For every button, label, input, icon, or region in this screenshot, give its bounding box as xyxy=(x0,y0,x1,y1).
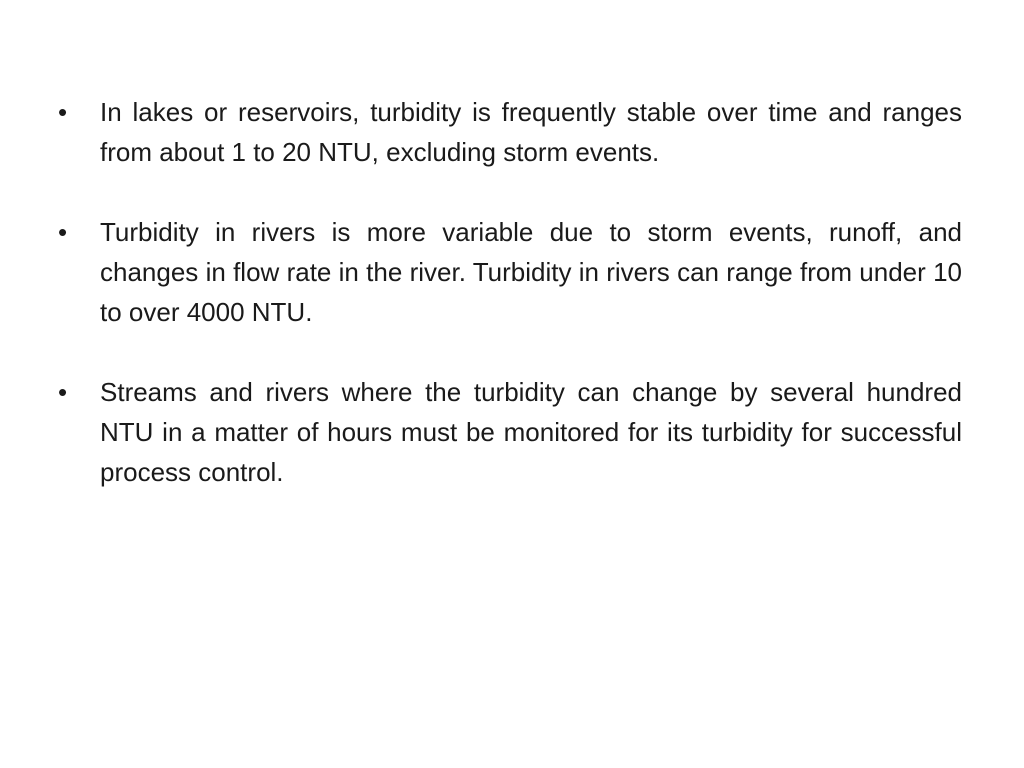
bullet-marker-icon: • xyxy=(58,97,68,127)
bullet-marker-icon: • xyxy=(58,217,68,247)
bullet-text: Streams and rivers where the turbidity can change by several hundred NTU in a matter of hours must be monitored for its turbidity for successful process control. xyxy=(100,377,962,487)
bullet-text: Turbidity in rivers is more variable due to storm events, runoff, and changes in flow rate in the river. Turbidity in rivers can range from under 10 to over 4000 NTU. xyxy=(100,217,962,327)
bullet-item-lakes xyxy=(56,92,962,172)
bullet-item-streams xyxy=(56,372,962,492)
bullet-list xyxy=(56,92,962,532)
bullet-marker-icon: • xyxy=(58,377,68,407)
bullet-text: In lakes or reservoirs, turbidity is frequently stable over time and ranges from about 1 to 20 NTU, excluding storm events. xyxy=(100,97,962,167)
bullet-item-rivers xyxy=(56,212,962,332)
